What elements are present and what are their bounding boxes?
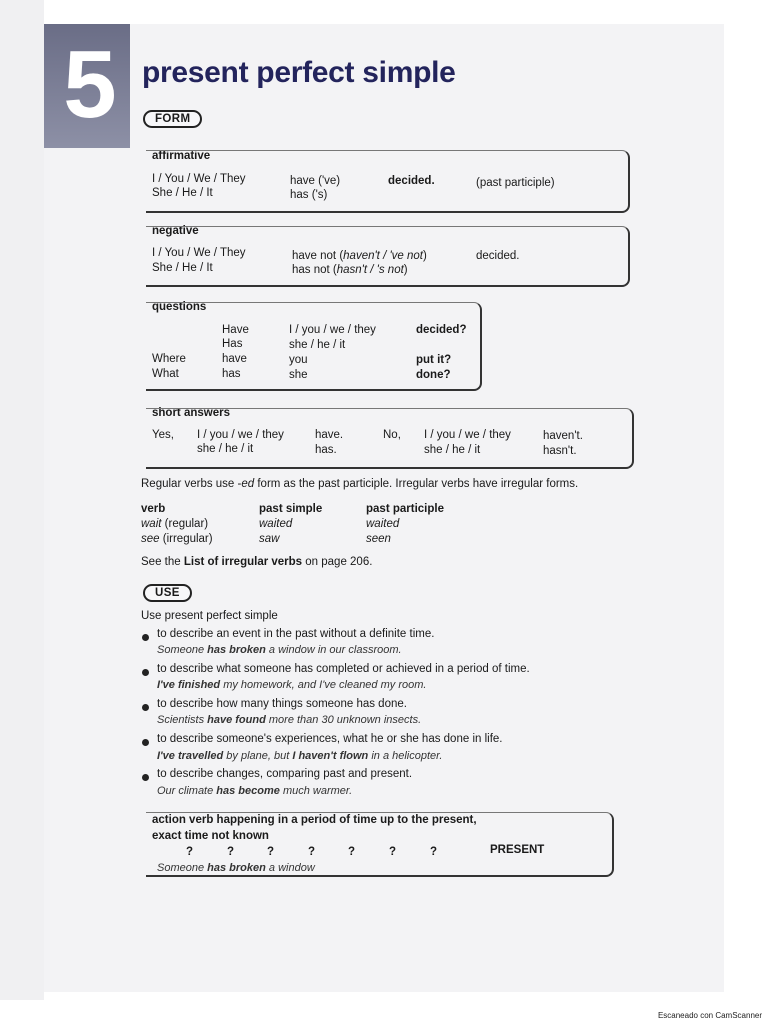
affirmative-aux-2: has ('s) <box>290 189 328 201</box>
use-item-2: to describe what someone has completed or achieved in a period of time. <box>157 663 530 675</box>
bullet-icon <box>142 634 149 641</box>
affirmative-heading: affirmative <box>152 150 211 162</box>
question-verb-1: decided? <box>416 324 467 336</box>
verb-table-row: wait (regular) <box>141 518 209 530</box>
short-answer-no: No, <box>383 429 401 441</box>
timeline-mark: ? <box>348 846 356 858</box>
verb-table-past-1: waited <box>259 518 293 530</box>
question-aux-1: Have <box>222 324 249 336</box>
question-wh-4: What <box>152 368 179 380</box>
short-answer-yes: Yes, <box>152 429 174 441</box>
bullet-icon <box>142 669 149 676</box>
negative-aux-2: has not (hasn't / 's not) <box>292 264 408 276</box>
regular-verbs-note: Regular verbs use -ed form as the past participle. Irregular verbs have irregular forms. <box>141 478 579 490</box>
question-subject-3: you <box>289 354 308 366</box>
timeline-mark: ? <box>389 846 397 858</box>
short-answers-heading: short answers <box>152 407 230 419</box>
short-answer-yes-aux-1: have. <box>315 429 344 441</box>
short-answer-no-aux-1: haven't. <box>543 430 583 442</box>
use-item-3: to describe how many things someone has done. <box>157 698 407 710</box>
verb-table-participle-1: waited <box>366 518 400 530</box>
timeline-mark: ? <box>267 846 275 858</box>
question-verb-4: done? <box>416 369 451 381</box>
timeline-line-2: exact time not known <box>152 830 269 842</box>
negative-heading: negative <box>152 225 199 237</box>
verb-table-row: see (irregular) <box>141 533 213 545</box>
see-list-note: See the List of irregular verbs on page 206. <box>141 556 373 568</box>
timeline-line-1: action verb happening in a period of time up to the present, <box>152 814 477 826</box>
question-wh-3: Where <box>152 353 186 365</box>
unit-number: 5 <box>63 31 117 138</box>
affirmative-aux-1: have ('ve) <box>290 175 341 187</box>
negative-subject-1: I / You / We / They <box>152 247 246 259</box>
verb-table-past-2: saw <box>259 533 280 545</box>
affirmative-note: (past participle) <box>476 177 555 189</box>
bullet-icon <box>142 704 149 711</box>
short-answer-no-subject-1: I / you / we / they <box>424 429 511 441</box>
use-example-5: Our climate has become much warmer. <box>157 785 353 797</box>
question-aux-3: have <box>222 353 247 365</box>
verb-table-header-past: past simple <box>259 503 323 515</box>
question-verb-3: put it? <box>416 354 452 366</box>
question-subject-4: she <box>289 369 308 381</box>
timeline-example: Someone has broken a window <box>157 862 315 874</box>
use-example-1: Someone has broken a window in our classroom. <box>157 644 402 656</box>
use-intro: Use present perfect simple <box>141 610 278 622</box>
questions-heading: questions <box>152 301 207 313</box>
form-label: FORM <box>143 110 202 128</box>
affirmative-verb: decided. <box>388 175 435 187</box>
scanner-watermark: Escaneado con CamScanner <box>657 1011 762 1020</box>
affirmative-subject-2: She / He / It <box>152 187 213 199</box>
question-subject-1: I / you / we / they <box>289 324 376 336</box>
timeline-present-label: PRESENT <box>490 844 545 856</box>
bullet-icon <box>142 774 149 781</box>
use-example-2: I've finished my homework, and I've cleaned my room. <box>157 679 427 691</box>
timeline-mark: ? <box>430 846 438 858</box>
verb-table-header-participle: past participle <box>366 503 444 515</box>
use-item-4: to describe someone's experiences, what he or she has done in life. <box>157 733 503 745</box>
use-item-5: to describe changes, comparing past and present. <box>157 768 413 780</box>
question-subject-2: she / he / it <box>289 339 346 351</box>
negative-subject-2: She / He / It <box>152 262 213 274</box>
timeline-mark: ? <box>308 846 316 858</box>
use-item-1: to describe an event in the past without a definite time. <box>157 628 435 640</box>
timeline-mark: ? <box>186 846 194 858</box>
short-answer-yes-subject-2: she / he / it <box>197 443 254 455</box>
bullet-icon <box>142 739 149 746</box>
short-answer-yes-aux-2: has. <box>315 444 337 456</box>
affirmative-subject-1: I / You / We / They <box>152 173 246 185</box>
short-answer-no-aux-2: hasn't. <box>543 445 577 457</box>
short-answer-yes-subject-1: I / you / we / they <box>197 429 284 441</box>
verb-table-header-verb: verb <box>141 503 166 515</box>
page-title: present perfect simple <box>142 56 456 89</box>
timeline-mark: ? <box>227 846 235 858</box>
use-label: USE <box>143 584 192 602</box>
use-example-3: Scientists have found more than 30 unknown insects. <box>157 714 422 726</box>
question-aux-4: has <box>222 368 241 380</box>
verb-table-participle-2: seen <box>366 533 391 545</box>
short-answer-no-subject-2: she / he / it <box>424 444 481 456</box>
use-example-4: I've travelled by plane, but I haven't flown in a helicopter. <box>157 750 443 762</box>
negative-aux-1: have not (haven't / 've not) <box>292 250 427 262</box>
negative-verb: decided. <box>476 250 520 262</box>
scan-margin <box>0 0 44 1000</box>
question-aux-2: Has <box>222 338 243 350</box>
